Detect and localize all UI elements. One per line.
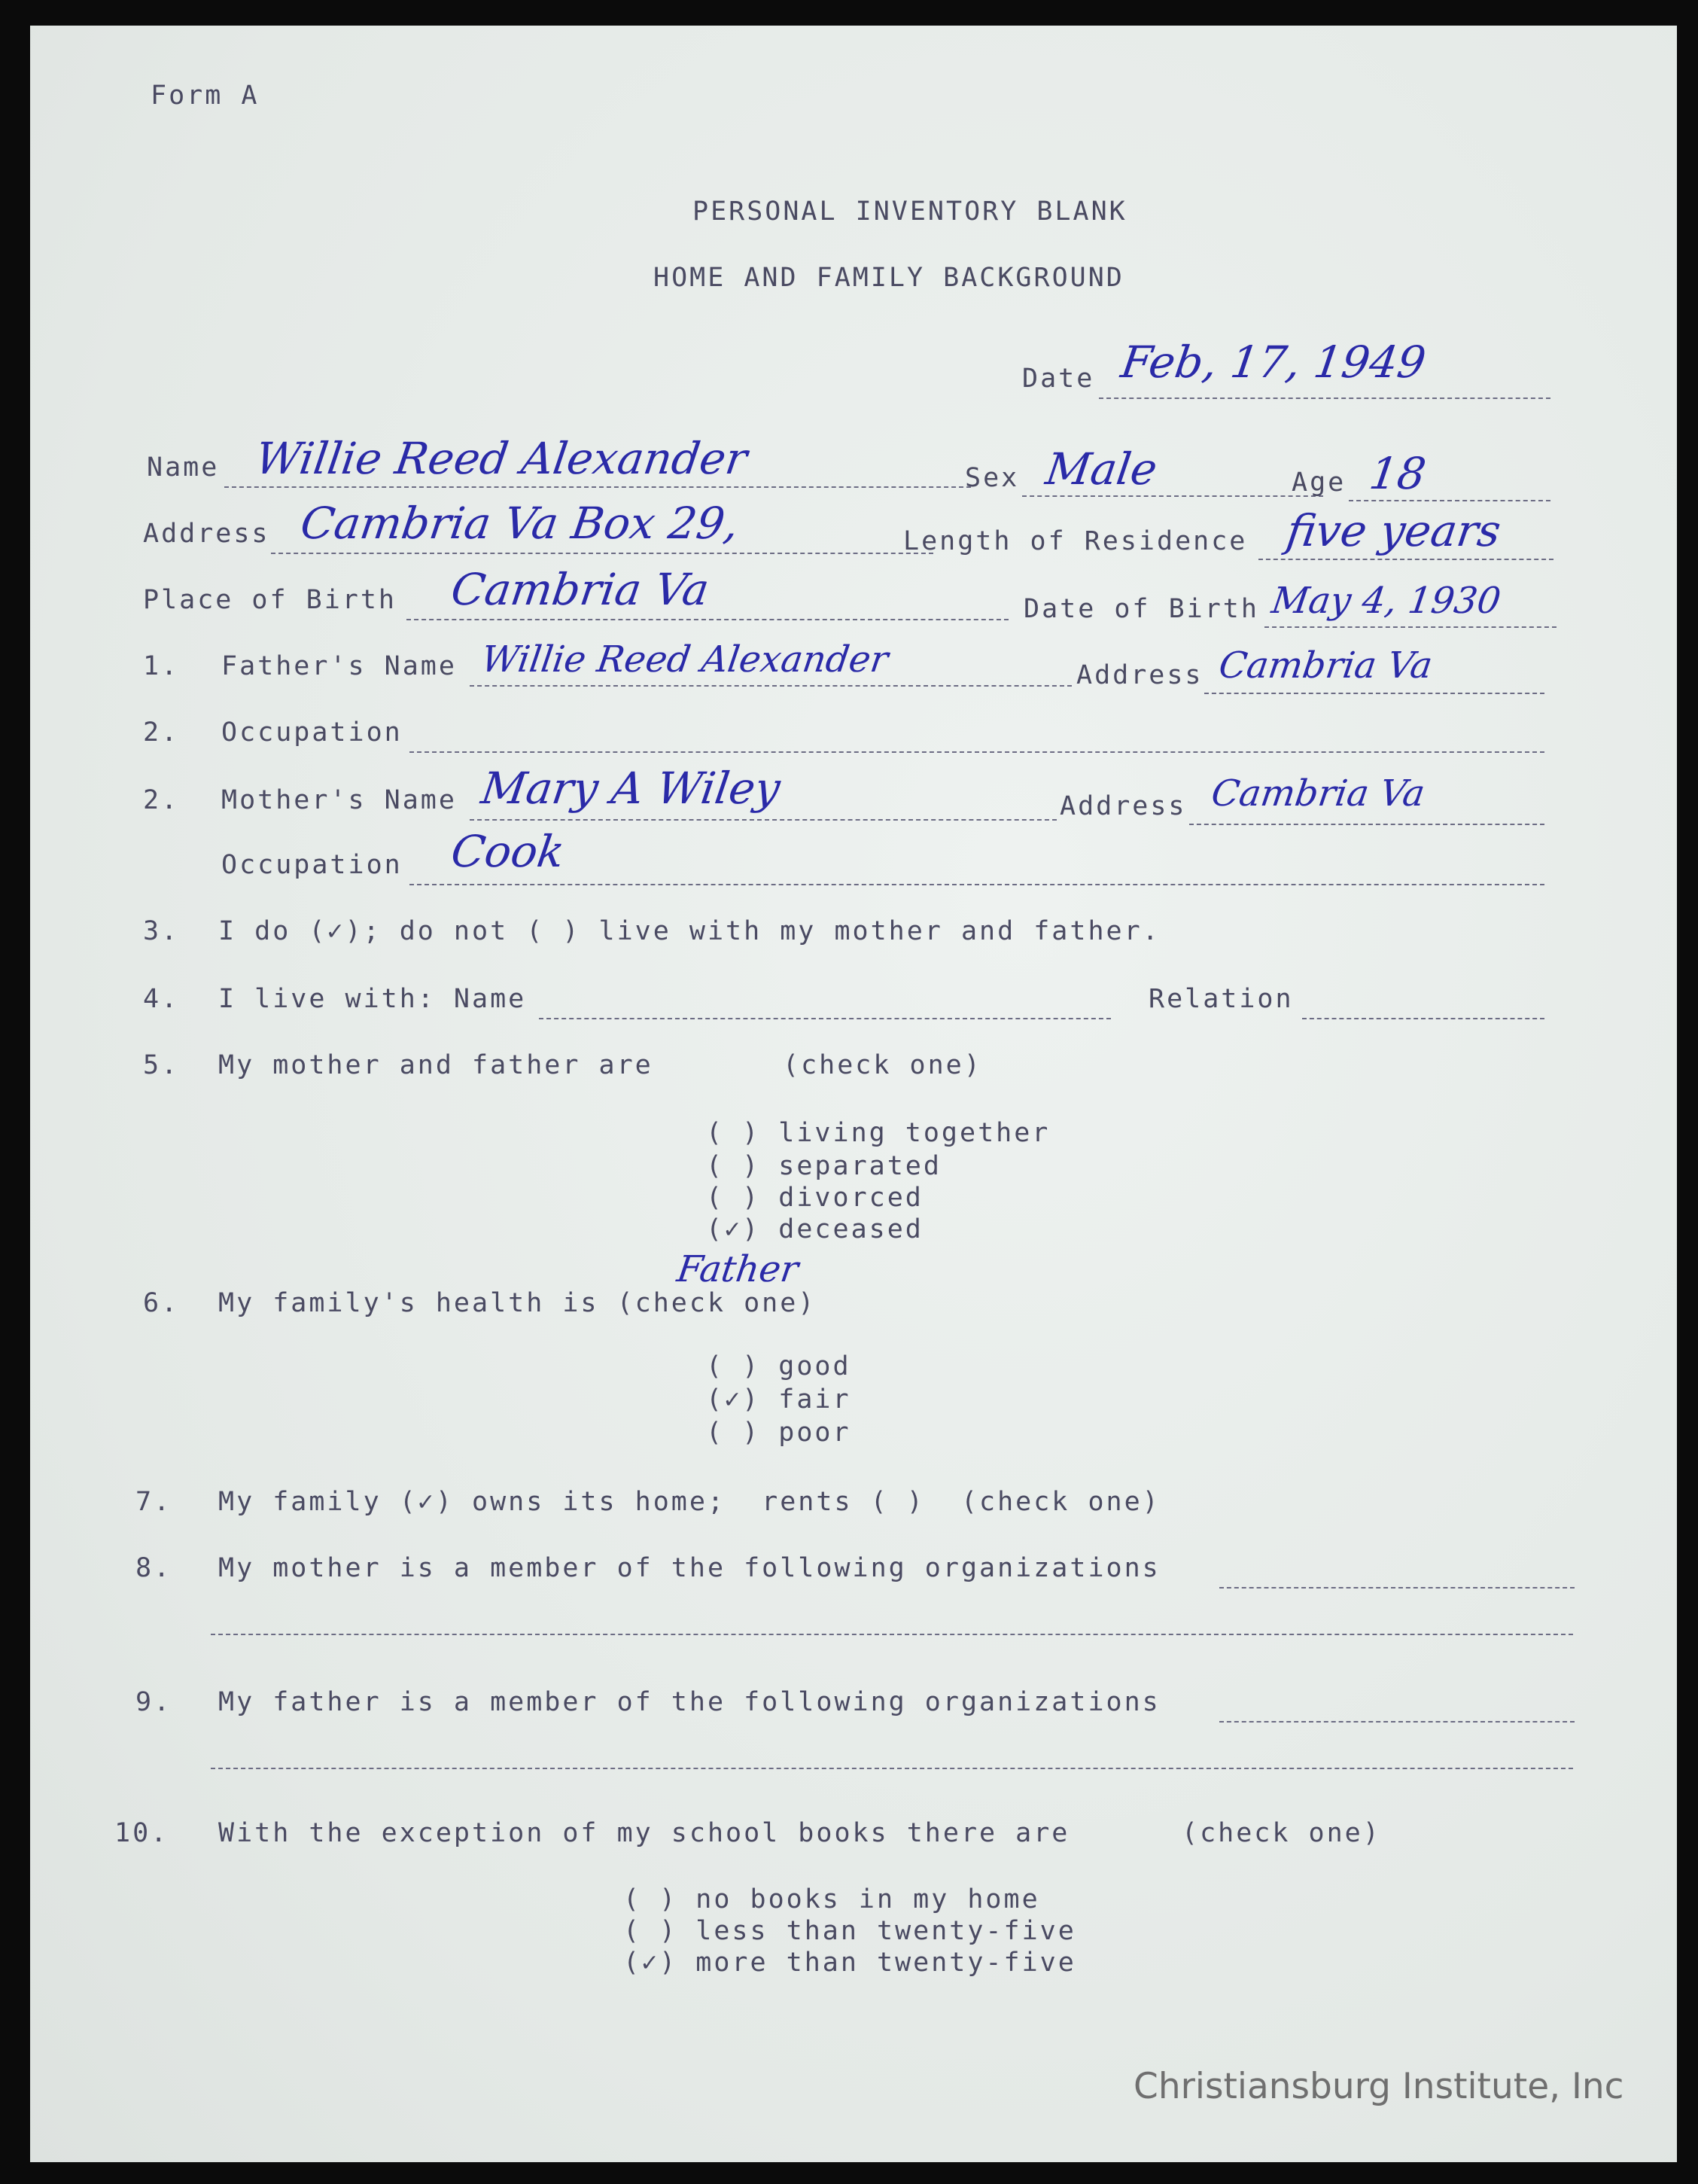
q10-number: 10. <box>114 1818 169 1848</box>
q2b-address-label: Address <box>1060 791 1187 821</box>
form-subtitle: HOME AND FAMILY BACKGROUND <box>653 263 1124 293</box>
q9-text: My father is a member of the following organizations <box>218 1687 1161 1717</box>
q2a-label: Occupation <box>221 717 403 748</box>
watermark: Christiansburg Institute, Inc <box>1134 2066 1624 2107</box>
q1-number: 1. <box>143 651 180 681</box>
q1-address-value: Cambria Va <box>1216 644 1435 687</box>
q1-address-line <box>1204 693 1544 694</box>
date-line <box>1099 398 1550 399</box>
q5-note: Father <box>674 1248 802 1290</box>
q10-hint: (check one) <box>1182 1818 1381 1848</box>
q6-text: My family's health is (check one) <box>218 1288 817 1318</box>
birthdate-label: Date of Birth <box>1024 594 1259 624</box>
birthplace-value: Cambria Va <box>448 564 713 615</box>
q10-option: ( ) less than twenty-five <box>623 1916 1076 1946</box>
q8-number: 8. <box>135 1553 172 1583</box>
q2b-number: 2. <box>143 785 180 815</box>
q4-name-line <box>539 1018 1111 1019</box>
q5-text: My mother and father are <box>218 1050 653 1080</box>
q9-line <box>1219 1721 1575 1723</box>
q3-text: I do (✓); do not ( ) live with my mother and father. <box>218 916 1161 946</box>
name-label: Name <box>147 452 220 483</box>
q10-option: (✓) more than twenty-five <box>623 1948 1076 1978</box>
q5-option: ( ) separated <box>706 1151 942 1181</box>
sex-label: Sex <box>965 463 1020 493</box>
q4-label: I live with: Name <box>218 984 527 1014</box>
q2b-value: Mary A Wiley <box>478 763 784 814</box>
form-title: PERSONAL INVENTORY BLANK <box>692 196 1127 227</box>
address-value: Cambria Va Box 29, <box>297 498 742 549</box>
name-line <box>224 486 971 488</box>
name-value: Willie Reed Alexander <box>252 433 750 484</box>
q8-text: My mother is a member of the following organizations <box>218 1553 1161 1583</box>
q9-number: 9. <box>135 1687 172 1717</box>
q2b-line <box>470 819 1057 821</box>
q4-relation-label: Relation <box>1149 984 1294 1014</box>
q9-line-2 <box>211 1768 1573 1769</box>
residence-value: five years <box>1283 505 1505 556</box>
form-page <box>30 26 1677 2162</box>
q5-hint: (check one) <box>783 1050 982 1080</box>
q5-option: (✓) deceased <box>706 1214 924 1244</box>
q3-number: 3. <box>143 916 180 946</box>
q2b-occupation-label: Occupation <box>221 850 403 880</box>
address-line <box>271 553 933 554</box>
q2a-line <box>409 751 1544 753</box>
date-label: Date <box>1022 364 1095 394</box>
q10-option: ( ) no books in my home <box>623 1884 1040 1914</box>
q10-text: With the exception of my school books there are <box>218 1818 1070 1848</box>
q2b-address-value: Cambria Va <box>1209 772 1428 815</box>
sex-value: Male <box>1042 443 1161 495</box>
q5-option: ( ) divorced <box>706 1183 924 1213</box>
q7-text: My family (✓) owns its home; rents ( ) (check one) <box>218 1487 1161 1517</box>
q2b-occupation-value: Cook <box>448 826 568 877</box>
residence-label: Length of Residence <box>903 526 1248 556</box>
residence-line <box>1258 559 1553 560</box>
sex-line <box>1022 495 1323 497</box>
q8-line <box>1219 1587 1575 1589</box>
q6-option: ( ) good <box>706 1351 851 1381</box>
age-line <box>1349 500 1550 501</box>
q6-number: 6. <box>143 1288 180 1318</box>
form-label: Form A <box>151 81 260 111</box>
birthplace-line <box>406 619 1009 620</box>
q2a-number: 2. <box>143 717 180 748</box>
address-label: Address <box>143 519 270 549</box>
birthplace-label: Place of Birth <box>143 585 397 615</box>
q4-relation-line <box>1302 1018 1544 1019</box>
q2b-address-line <box>1189 824 1544 825</box>
q5-number: 5. <box>143 1050 180 1080</box>
q1-label: Father's Name <box>221 651 457 681</box>
birthdate-value: May 4, 1930 <box>1269 580 1504 622</box>
age-label: Age <box>1292 468 1347 498</box>
date-value: Feb, 17, 1949 <box>1118 337 1429 388</box>
q6-option: ( ) poor <box>706 1418 851 1448</box>
q8-line-2 <box>211 1634 1573 1635</box>
q7-number: 7. <box>135 1487 172 1517</box>
q2b-occupation-line <box>409 884 1544 885</box>
q1-value: Willie Reed Alexander <box>479 638 891 681</box>
age-value: 18 <box>1366 448 1429 499</box>
q6-option: (✓) fair <box>706 1384 851 1415</box>
q1-line <box>470 685 1072 687</box>
q2b-label: Mother's Name <box>221 785 457 815</box>
q5-option: ( ) living together <box>706 1118 1051 1148</box>
birthdate-line <box>1264 626 1556 628</box>
q4-number: 4. <box>143 984 180 1014</box>
q1-address-label: Address <box>1076 660 1204 690</box>
